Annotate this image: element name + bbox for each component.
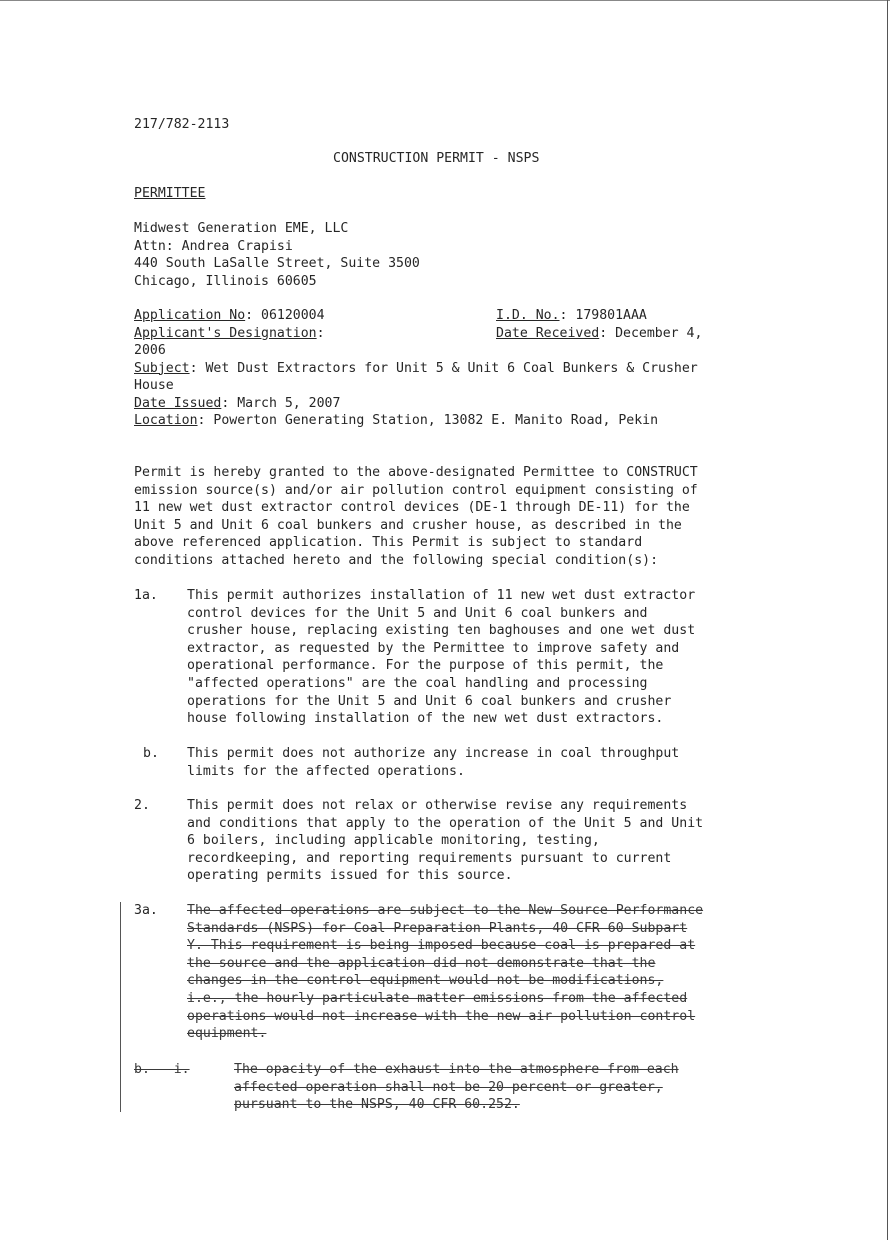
date-received-year: 2006: [134, 343, 166, 358]
permittee-heading: PERMITTEE: [134, 186, 206, 201]
application-no-value: : 06120004: [245, 308, 325, 323]
date-issued-value: : March 5, 2007: [221, 395, 341, 411]
condition-3a-text: The affected operations are subject to the New Source Performance Standards (NSPS) for Coal Preparation Plants, 40 CFR 60 Subpart Y. This requirement is being imposed because coal is prepared at the source and the application did not demonstrate that the changes in the control equipment would not be modifications, i.e., the hourly particulate matter emissions from the affected operations would not increase with the new air pollution control equipment.: [187, 903, 704, 1042]
subject-wrap: House: [134, 378, 174, 393]
intro-paragraph: Permit is hereby granted to the above-designated Permittee to CONSTRUCT emission source(s) and/or air pollution control equipment consisting of 11 new wet dust extractor control devices (DE-1 through DE-11) for the Unit 5 and Unit 6 coal bunkers and crusher house, as described in the above referenced application. This Permit is subject to standard conditions attached hereto and the following special condition(s):: [134, 465, 698, 568]
application-no: [134, 307, 325, 325]
permittee-attn: Attn: Andrea Crapisi: [134, 238, 293, 254]
applicant-designation-value: :: [316, 325, 325, 341]
date-received-value: : December 4,: [599, 325, 703, 341]
condition-2-text: This permit does not relax or otherwise revise any requirements and conditions that apply to the operation of the Unit 5 and Unit 6 boilers, including applicable monitoring, testing, recordkeeping, and reporting requirements pursuant to current operating permits issued for this source.: [187, 798, 704, 884]
document-title: CONSTRUCTION PERMIT - NSPS: [333, 151, 540, 166]
phone-number: 217/782-2113: [134, 117, 230, 132]
permittee-street: 440 South LaSalle Street, Suite 3500: [134, 256, 420, 271]
permittee-name: Midwest Generation EME, LLC: [134, 221, 349, 236]
condition-3b-text: The opacity of the exhaust into the atmosphere from each affected operation shall not be 20 percent or greater, pursuant to the NSPS, 40 CFR 60.252.: [234, 1062, 679, 1113]
applicant-designation-label: Applicant's Designation: [134, 325, 317, 341]
id-no-label: I.D. No.: [496, 308, 560, 323]
date-issued-label: Date Issued: [134, 395, 222, 411]
condition-3a-number: 3a.: [134, 903, 158, 918]
applicant-designation: [134, 325, 325, 343]
page-right-edge: [887, 0, 888, 1240]
date-received: [496, 325, 702, 343]
page-top-edge: [0, 0, 890, 1]
revision-bar: [120, 902, 121, 1112]
subject: [134, 360, 698, 378]
condition-1b-text: This permit does not authorize any increase in coal throughput limits for the affected operations.: [187, 746, 680, 779]
condition-2-number: 2.: [134, 798, 150, 813]
condition-3b-number: b. i.: [134, 1062, 190, 1077]
location-label: Location: [134, 413, 198, 428]
location: [134, 412, 658, 430]
date-received-label: Date Received: [496, 325, 600, 341]
condition-1a-number: 1a.: [134, 588, 158, 603]
permittee-city: Chicago, Illinois 60605: [134, 273, 317, 289]
condition-1b-number: b.: [143, 746, 159, 761]
location-value: : Powerton Generating Station, 13082 E. Manito Road, Pekin: [197, 413, 659, 428]
subject-value: : Wet Dust Extractors for Unit 5 & Unit 6 Coal Bunkers & Crusher: [189, 360, 698, 376]
subject-label: Subject: [134, 360, 190, 376]
application-no-label: Application No: [134, 308, 246, 323]
date-issued: [134, 395, 340, 413]
condition-1a-text: This permit authorizes installation of 11 new wet dust extractor control devices for the Unit 5 and Unit 6 coal bunkers and crusher house, replacing existing ten baghouses and one wet dust extractor, as requested by the Permittee to improve safety and operational performance. For the purpose of this permit, the "affected operations" are the coal handling and processing operations for the Unit 5 and Unit 6 coal bunkers and crusher house following installation of the new wet dust extractors.: [187, 588, 696, 727]
id-no-value: : 179801AAA: [559, 308, 647, 323]
id-no: [496, 307, 647, 325]
